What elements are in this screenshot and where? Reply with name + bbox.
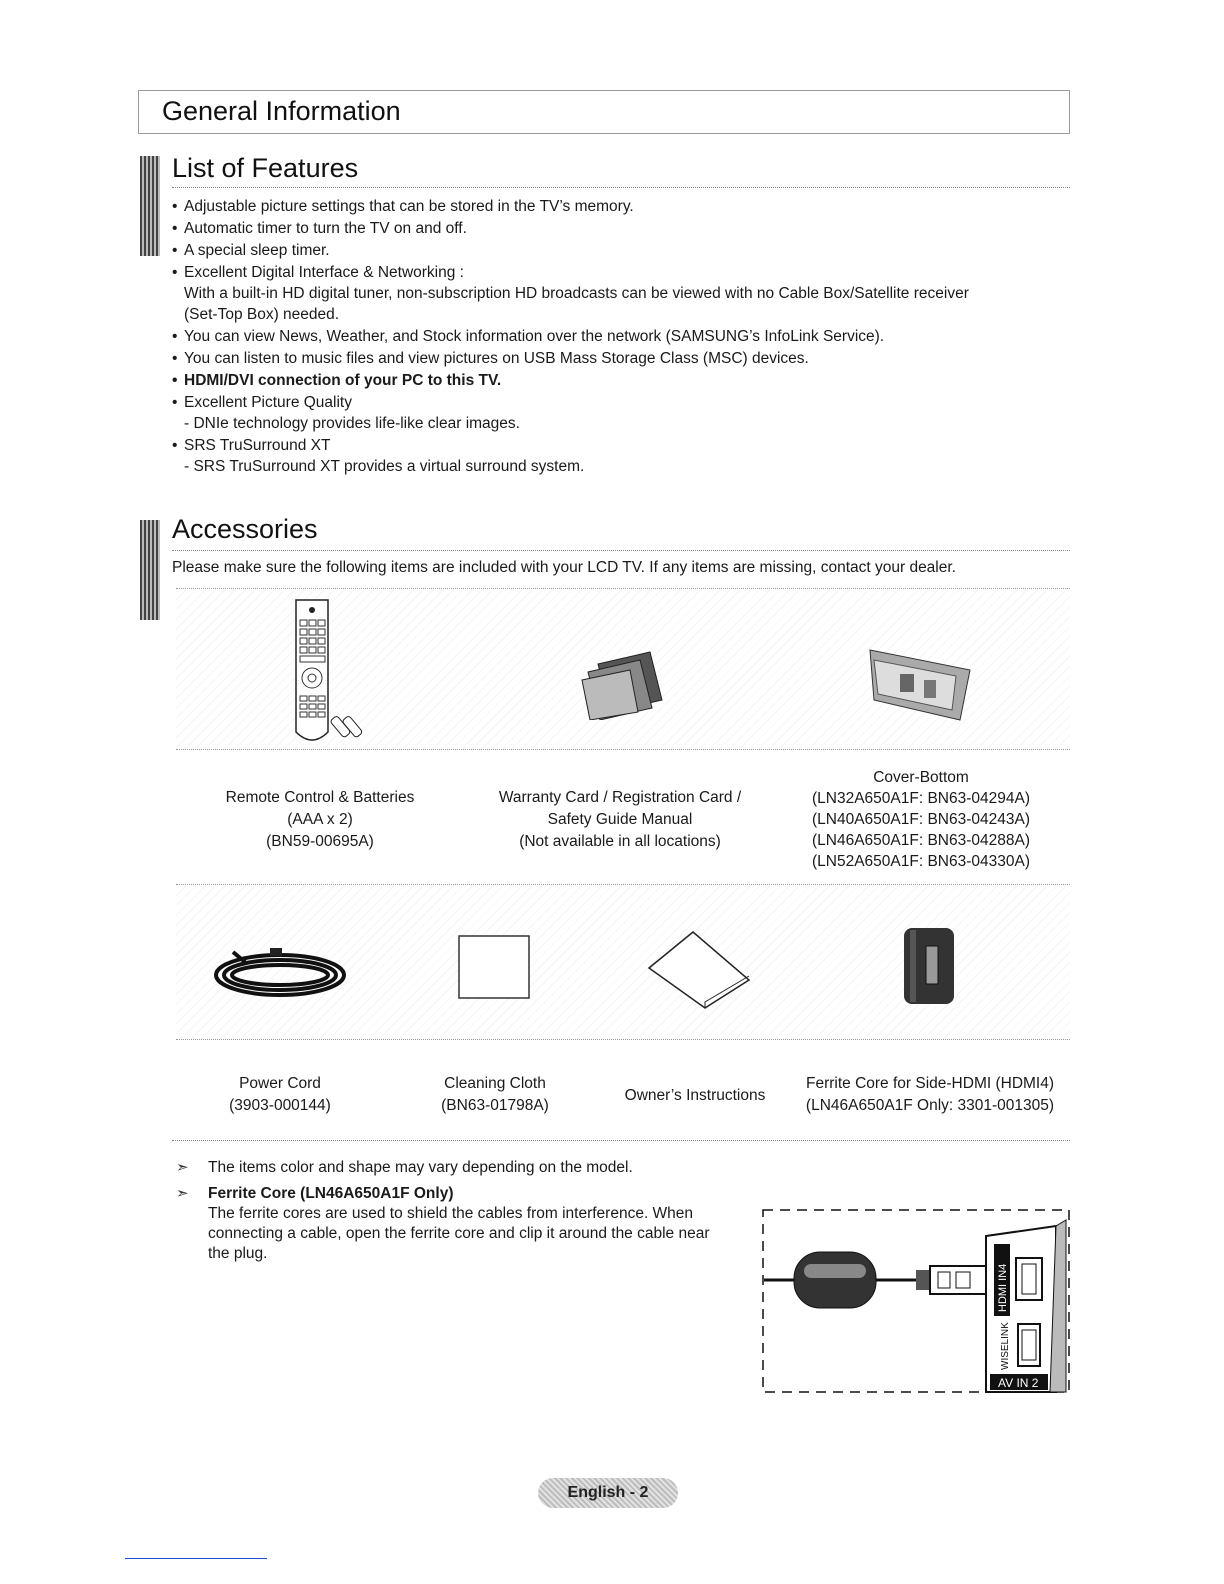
- ferrite-caption: Ferrite Core for Side-HDMI (HDMI4) (LN46A650A1F Only: 3301-001305): [805, 1075, 1055, 1114]
- features-title: List of Features: [172, 153, 359, 183]
- list-item: • Excellent Picture Quality - DNIe technology provides life-like clear images.: [172, 394, 520, 432]
- list-item: • Excellent Digital Interface & Networking : With a built-in HD digital tuner, non-subscription HD broadcasts can be viewed with no Cable Box/Satellite receiver (Set-Top Box) needed.: [172, 264, 969, 323]
- section-marker: [140, 156, 160, 256]
- ferrite-clip-icon: [794, 1252, 876, 1308]
- features-divider: [172, 187, 1070, 188]
- owners-caption: Owner’s Instructions: [624, 1087, 766, 1104]
- page-title: General Information: [162, 96, 401, 126]
- hdmi-plug-icon: [930, 1266, 990, 1294]
- svg-text:AV IN 2: AV IN 2: [998, 1376, 1039, 1390]
- list-item: • You can view News, Weather, and Stock information over the network (SAMSUNG’s InfoLink Service).: [172, 328, 885, 345]
- accessories-description: Please make sure the following items are included with your LCD TV. If any items are missing, contact your dealer.: [172, 559, 956, 576]
- list-item: • HDMI/DVI connection of your PC to this TV.: [172, 372, 502, 389]
- cleaning-cloth-icon: [455, 932, 535, 1004]
- note-arrow-icon: ➣: [176, 1159, 189, 1176]
- warranty-caption: Warranty Card / Registration Card / Safety Guide Manual (Not available in all locations): [498, 789, 742, 850]
- remote-caption: Remote Control & Batteries (AAA x 2) (BN59-00695A): [225, 789, 415, 850]
- page-edge-line: [125, 1558, 267, 1559]
- section-marker: [140, 520, 160, 620]
- cover-bottom-icon: [860, 640, 980, 730]
- remote-control-icon: [290, 598, 370, 750]
- power-cord-icon: [205, 940, 355, 1010]
- list-item: • Automatic timer to turn the TV on and off.: [172, 220, 467, 237]
- features-list: [172, 196, 1052, 478]
- note-2-title: Ferrite Core (LN46A650A1F Only): [208, 1185, 454, 1202]
- owners-manual-icon: [645, 928, 755, 1010]
- note-2-body: The ferrite cores are used to shield the cables from interference. When connecting a cable, open the ferrite core and clip it around the cable near the plug.: [208, 1205, 710, 1262]
- ferrite-core-icon: [900, 922, 960, 1008]
- notes-divider: [172, 1140, 1070, 1141]
- accessories-title: Accessories: [172, 514, 318, 544]
- ferrite-connection-diagram: [760, 1206, 1072, 1396]
- note-arrow-icon: ➣: [176, 1185, 189, 1202]
- svg-text:HDMI IN4: HDMI IN4: [997, 1263, 1009, 1312]
- cover-caption: Cover-Bottom (LN32A650A1F: BN63-04294A) (LN40A650A1F: BN63-04243A) (LN46A650A1F: BN63-04288A) (LN52A650A1F: BN63-04330A): [812, 769, 1030, 870]
- list-item: • You can listen to music files and view pictures on USB Mass Storage Class (MSC) devices.: [172, 350, 809, 367]
- svg-text:WISELINK: WISELINK: [1000, 1322, 1011, 1370]
- list-item: • A special sleep timer.: [172, 242, 330, 259]
- power-cord-caption: Power Cord (3903-000144): [229, 1075, 331, 1114]
- page-number-badge: English - 2: [538, 1478, 678, 1508]
- warranty-card-icon: [580, 650, 670, 720]
- list-item: • Adjustable picture settings that can be stored in the TV’s memory.: [172, 198, 634, 215]
- list-item: • SRS TruSurround XT - SRS TruSurround XT provides a virtual surround system.: [172, 437, 585, 475]
- accessories-divider: [172, 550, 1070, 551]
- note-1: The items color and shape may vary depending on the model.: [208, 1159, 633, 1176]
- cleaning-cloth-caption: Cleaning Cloth (BN63-01798A): [441, 1075, 549, 1114]
